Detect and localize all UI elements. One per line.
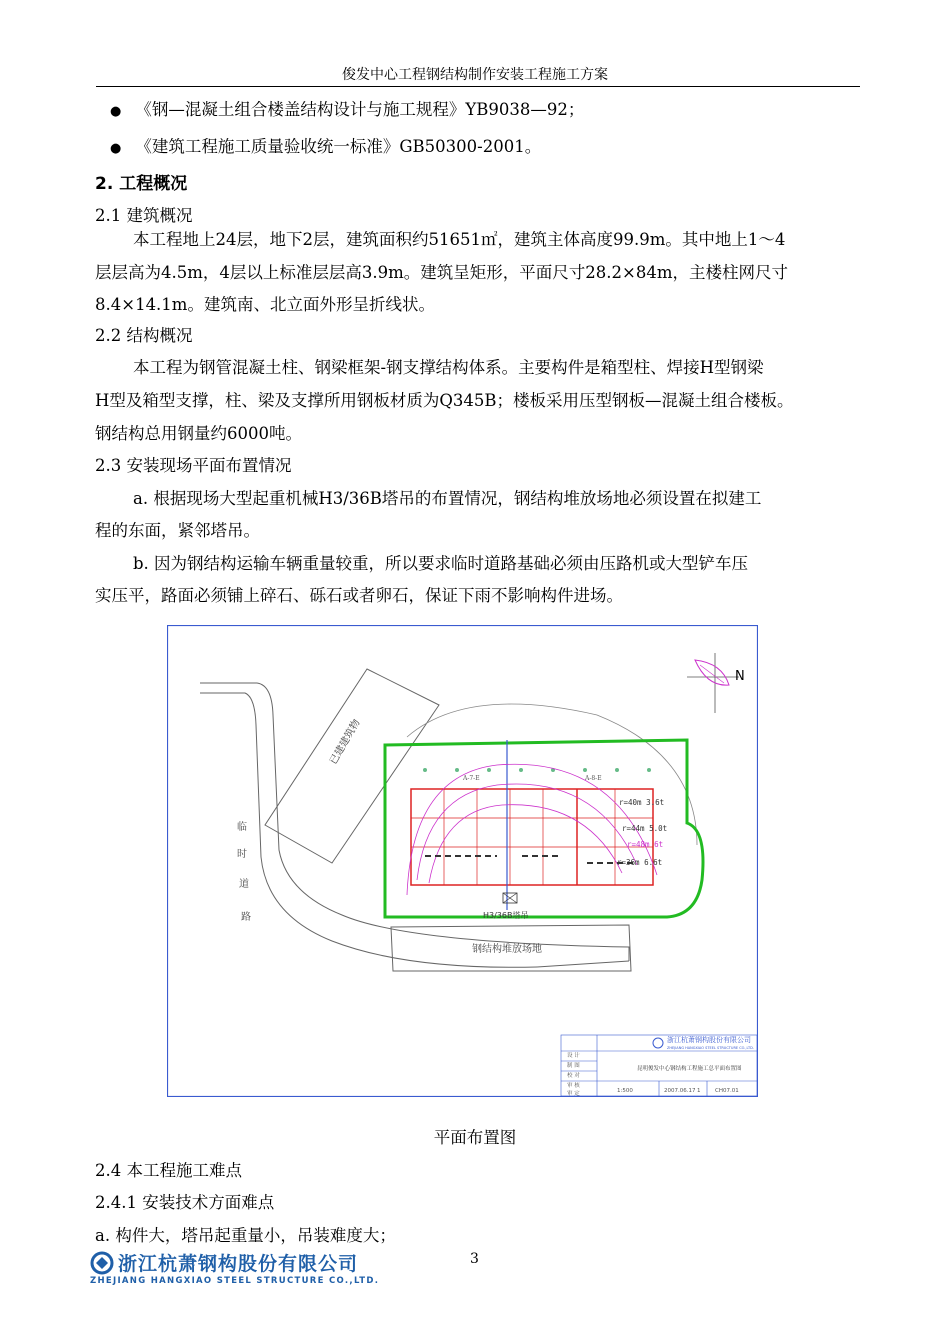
figure-caption: 平面布置图 bbox=[433, 1128, 517, 1147]
s23-line-4: 实压平，路面必须铺上碎石、砾石或者卵石，保证下雨不影响构件进场。 bbox=[95, 586, 623, 605]
svg-text:r=48m 6t: r=48m 6t bbox=[627, 840, 664, 849]
section-2-title: 2. 工程概况 bbox=[95, 174, 188, 194]
site-plan-drawing bbox=[167, 625, 758, 1097]
s22-line-3: 钢结构总用钢量约6000吨。 bbox=[95, 424, 302, 443]
bullet-item bbox=[110, 96, 584, 120]
existing-building-label: 已建建筑物 bbox=[328, 717, 363, 767]
tb-sheet: 1 bbox=[697, 1088, 701, 1094]
s21-line-1: 本工程地上24层，地下2层，建筑面积约51651㎡，建筑主体高度99.9m。其中地上1～4 bbox=[133, 230, 786, 249]
logo-company-name-en: ZHEJIANG HANGXIAO STEEL STRUCTURE CO.,LTD. bbox=[90, 1276, 380, 1286]
tb-row: 审 核 bbox=[567, 1083, 580, 1089]
bullet-text: 《建筑工程施工质量验收统一标准》GB50300-2001。 bbox=[135, 137, 542, 156]
north-label: N bbox=[735, 669, 745, 684]
header-divider bbox=[96, 86, 860, 87]
s21-line-3: 8.4×14.1m。建筑南、北立面外形呈折线状。 bbox=[95, 295, 435, 314]
tb-date: 2007.06.17 bbox=[664, 1088, 696, 1094]
crane-label: H3/36B塔吊 bbox=[483, 911, 529, 920]
s241-line-1: a. 构件大，塔吊起重量小，吊装难度大； bbox=[95, 1226, 396, 1245]
s22-line-1: 本工程为钢管混凝土柱、钢梁框架-钢支撑结构体系。主要构件是箱型柱、焊接H型钢梁 bbox=[133, 358, 764, 377]
s23-line-2: 程的东面，紧邻塔吊。 bbox=[95, 521, 260, 540]
svg-text:r=36m 6.6t: r=36m 6.6t bbox=[617, 858, 663, 867]
section-2-1-heading: 2.1 建筑概况 bbox=[95, 206, 193, 225]
section-2-3-heading: 2.3 安装现场平面布置情况 bbox=[95, 456, 292, 475]
bullet-text: 《钢—混凝土组合楼盖结构设计与施工规程》YB9038—92； bbox=[135, 100, 585, 119]
logo-company-name: 浙江杭萧钢构股份有限公司 bbox=[118, 1253, 359, 1275]
company-logo-icon bbox=[90, 1251, 114, 1275]
svg-text:r=40m 3.6t: r=40m 3.6t bbox=[619, 798, 665, 807]
title-block-company: 浙江杭萧钢构股份有限公司 bbox=[667, 1036, 751, 1044]
svg-text:A-8-E: A-8-E bbox=[585, 775, 602, 782]
s21-line-2: 层层高为4.5m，4层以上标准层层高3.9m。建筑呈矩形，平面尺寸28.2×84m，主楼柱网尺寸 bbox=[95, 263, 788, 282]
page-number: 3 bbox=[470, 1251, 479, 1267]
company-logo bbox=[90, 1249, 379, 1286]
svg-text:道: 道 bbox=[239, 879, 249, 890]
drawing-frame bbox=[168, 626, 758, 1097]
svg-text:A-7-E: A-7-E bbox=[463, 775, 480, 782]
svg-text:临: 临 bbox=[237, 822, 247, 833]
tb-row: 审 定 bbox=[567, 1091, 580, 1097]
s23-line-3: b. 因为钢结构运输车辆重量较重，所以要求临时道路基础必须由压路机或大型铲车压 bbox=[133, 554, 749, 573]
title-block-company-en: ZHEJIANG HANGXIAO STEEL STRUCTURE CO.,LTD. bbox=[667, 1046, 754, 1050]
bullet-dot: ● bbox=[110, 141, 122, 156]
tb-row: 制 图 bbox=[567, 1063, 580, 1069]
svg-text:路: 路 bbox=[241, 912, 251, 923]
tb-row: 设 计 bbox=[567, 1053, 580, 1059]
section-2-4-heading: 2.4 本工程施工难点 bbox=[95, 1161, 242, 1180]
tb-row: 校 对 bbox=[567, 1073, 580, 1079]
section-2-2-heading: 2.2 结构概况 bbox=[95, 326, 193, 345]
title-block-drawing-title: 昆明俊发中心钢结构工程施工总平面布置图 bbox=[637, 1066, 742, 1072]
storage-yard-label: 钢结构堆放场地 bbox=[472, 944, 542, 955]
s23-line-1: a. 根据现场大型起重机械H3/36B塔吊的布置情况，钢结构堆放场地必须设置在拟建工 bbox=[133, 489, 762, 508]
tb-scale: 1:500 bbox=[617, 1088, 633, 1094]
tb-no: CH07.01 bbox=[715, 1088, 739, 1094]
bullet-dot: ● bbox=[110, 104, 122, 119]
svg-text:r=44m 5.0t: r=44m 5.0t bbox=[622, 824, 668, 833]
s22-line-2: H型及箱型支撑，柱、梁及支撑所用钢板材质为Q345B；楼板采用压型钢板—混凝土组合楼板。 bbox=[95, 391, 794, 410]
bullet-item bbox=[110, 133, 541, 157]
svg-text:时: 时 bbox=[237, 849, 247, 860]
section-2-4-1-heading: 2.4.1 安装技术方面难点 bbox=[95, 1193, 275, 1212]
page-header-title: 俊发中心工程钢结构制作安装工程施工方案 bbox=[342, 67, 608, 83]
